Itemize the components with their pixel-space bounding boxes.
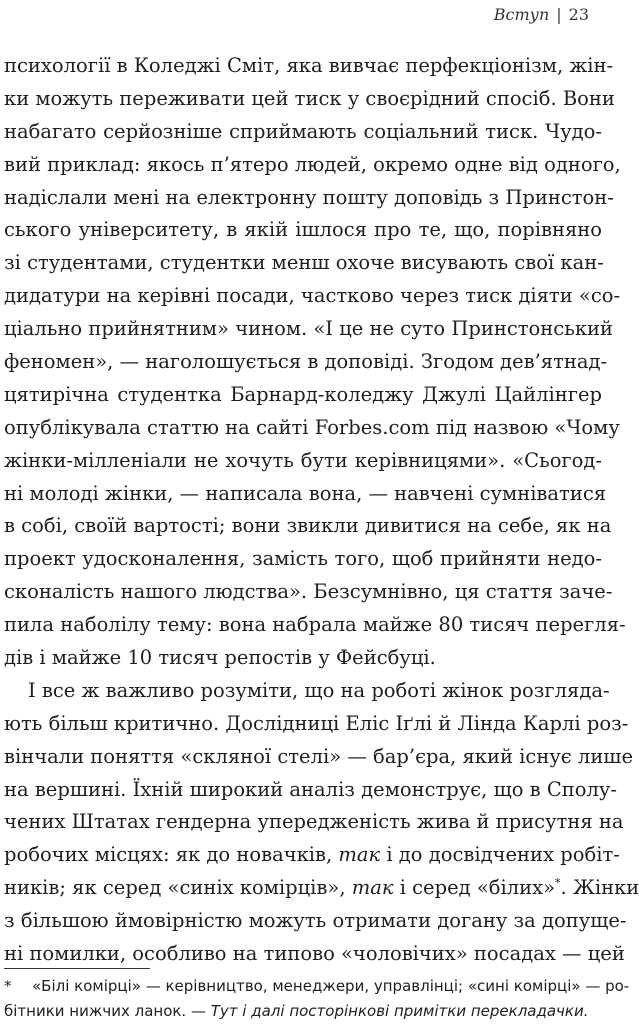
text-segment: робочих місцях: як до новачків, (4, 843, 333, 867)
text-segment: . Жінки (560, 876, 639, 900)
body-text (0, 50, 639, 971)
text-line (0, 872, 639, 905)
footnote (0, 974, 630, 1024)
footnote-text: бітники нижчих ланок. — (4, 1002, 211, 1020)
text-line: зі студентами, студентки менш охоче висувають свої кан- (4, 251, 604, 275)
text-line: вінчали поняття «скляної стелі» — бар’єра, який існує лише (4, 744, 633, 768)
text-line: жінки-мілленіали не хочуть бути керівницями». «Сьогод- (4, 448, 602, 472)
text-line: цятирічна студентка Барнард-коледжу Джулі Цайлінгер (4, 382, 602, 406)
text-line: на вершині. Їхній широкий аналіз демонструє, що в Сполу- (4, 777, 617, 801)
text-line: ні молоді жінки, — написала вона, — навчені сумніватися (4, 481, 607, 505)
text-segment: і до досвідчених робіт- (386, 843, 620, 867)
text-line: в собі, своїй вартості; вони звикли дивитися на себе, як на (4, 514, 612, 538)
text-line: надіслали мені на електронну пошту доповідь з Принстон- (4, 185, 614, 209)
footnote-divider (4, 968, 150, 969)
footnote-line (0, 999, 607, 1024)
text-line: ють більш критично. Дослідниці Еліс Іґлі й Лінда Карлі роз- (4, 711, 629, 735)
text-line: чених Штатах гендерна упередженість жива й присутня на (4, 810, 624, 834)
page-number: 23 (568, 5, 589, 24)
text-line: ки можуть переживати цей тиск у своєрідний спосіб. Вони (4, 86, 615, 110)
text-line: ні помилки, особливо на типово «чоловічих» посадах — цей (4, 942, 625, 966)
text-line: дидатури на керівні посади, частково через тиск діяти «со- (4, 284, 621, 308)
text-line: дів і майже 10 тисяч репостів у Фейсбуці. (4, 646, 436, 670)
text-segment: і серед «білих» (399, 876, 556, 900)
text-line: ціально прийнятним» чином. «І це не суто Принстонський (4, 317, 613, 341)
text-line: опублікувала статтю на сайті Forbes.com під назвою «Чому (4, 415, 620, 439)
section-title: Вступ (493, 5, 550, 24)
paragraph-first-line: І все ж важливо розуміти, що на роботі жінок розгляда- (28, 678, 610, 702)
text-line: феномен», — наголошується в доповіді. Згодом дев’ятнад- (4, 350, 608, 374)
text-line (0, 839, 620, 872)
header-separator: | (556, 5, 562, 24)
italic-emphasis: так (338, 843, 381, 867)
text-line: сконаліcть нашого людства». Безсумнівно, ця стаття заче- (4, 580, 613, 604)
footnote-line (0, 974, 630, 999)
text-segment: ників; як серед «синіх комірців», (4, 876, 346, 900)
text-line: проект удосконалення, замість того, щоб прийняти недо- (4, 547, 602, 571)
footnote-text: «Білі комірці» — керівництво, менеджери, управлінці; «сині комірці» — ро- (32, 977, 630, 995)
text-line: ського університету, в якій ішлося про те, що, порівняно (4, 218, 602, 242)
italic-emphasis: так (351, 876, 394, 900)
text-line: вий приклад: якось п’ятеро людей, окремо одне від одного, (4, 152, 621, 176)
text-line: набагато серйозніше сприймають соціальний тиск. Чудо- (4, 119, 602, 143)
text-line: психології в Коледжі Сміт, яка вивчає перфекціонізм, жін- (4, 54, 614, 77)
running-header (494, 6, 589, 24)
footnote-reference: * (555, 876, 561, 890)
text-line: пила наболілу тему: вона набрала майже 80 тисяч перегля- (4, 613, 626, 637)
footnote-translator-note: Тут і далі посторінкові примітки перекладачки. (210, 1002, 589, 1020)
text-line: з більшою ймовірністю можуть отримати догану за допуще- (4, 909, 627, 933)
footnote-marker: * (4, 977, 12, 995)
